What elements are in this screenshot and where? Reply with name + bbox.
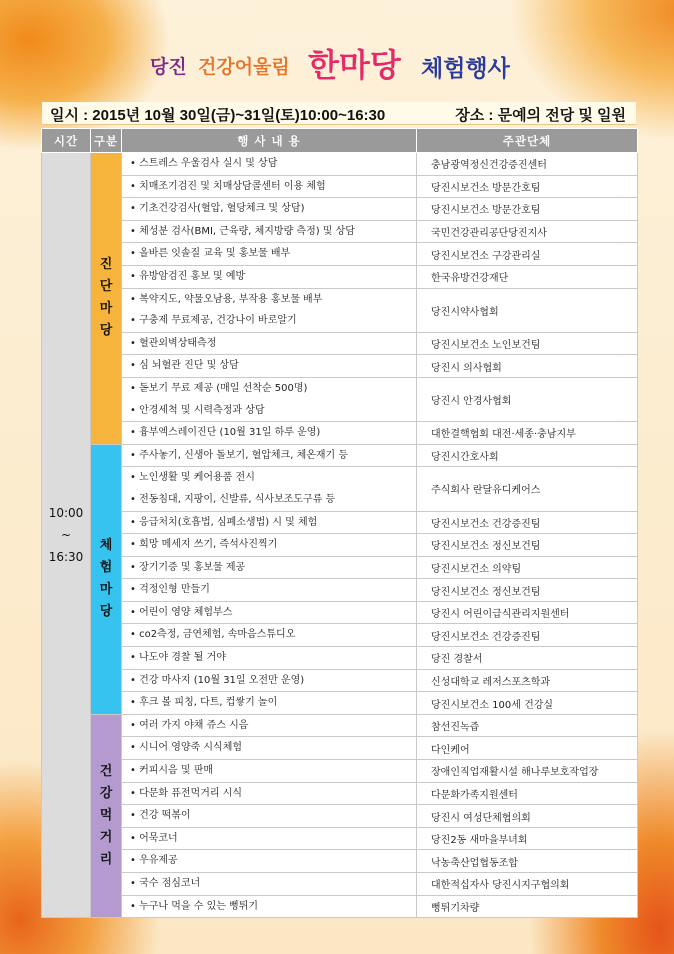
event-item: • 흉부엑스레이진단 (10월 31일 하루 운영)	[130, 422, 410, 444]
title-part-4: 체험행사	[421, 56, 510, 82]
table-row	[42, 737, 638, 760]
table-row	[42, 265, 638, 288]
event-cell	[122, 175, 417, 198]
organizer-cell: 당진시 의사협회	[417, 355, 638, 378]
event-cell	[122, 760, 417, 783]
organizer-cell: 당진시 여성단체협의회	[417, 805, 638, 828]
title-part-3: 한마당	[308, 46, 401, 84]
event-item: • 체성분 검사(BMI, 근육량, 체지방량 측정) 및 상담	[130, 221, 410, 243]
event-item: • 커피시음 및 판매	[130, 760, 410, 782]
event-cell	[122, 805, 417, 828]
event-info-bar	[42, 102, 636, 125]
organizer-cell: 당진시보건소 구강관리실	[417, 243, 638, 266]
event-item: • 복약지도, 약물오남용, 부작용 홍보물 배부	[130, 289, 410, 311]
event-item: • 노인생활 및 케어용품 전시	[130, 467, 410, 489]
category-cell	[91, 153, 122, 445]
table-row	[42, 511, 638, 534]
event-item: • 심 뇌혈관 진단 및 상담	[130, 355, 410, 377]
table-row	[42, 579, 638, 602]
organizer-cell: 국민건강관리공단당진지사	[417, 220, 638, 243]
category-cell	[91, 714, 122, 917]
event-cell	[122, 647, 417, 670]
organizer-cell: 당진시보건소 노인보건팀	[417, 332, 638, 355]
event-cell	[122, 624, 417, 647]
event-item: • 우유제공	[130, 850, 410, 872]
organizer-cell: 한국유방건강재단	[417, 265, 638, 288]
table-row	[42, 332, 638, 355]
poster-title	[0, 40, 674, 90]
event-cell	[122, 220, 417, 243]
event-item: • 기초건강검사(혈압, 혈당체크 및 상담)	[130, 198, 410, 220]
event-cell	[122, 782, 417, 805]
event-item: • 시니어 영양죽 시식체험	[130, 737, 410, 759]
table-row	[42, 692, 638, 715]
organizer-cell: 뻥튀기차량	[417, 895, 638, 918]
table-row	[42, 669, 638, 692]
event-cell	[122, 601, 417, 624]
organizer-cell: 당진시보건소 정신보건팀	[417, 579, 638, 602]
category-char: 강	[99, 786, 113, 802]
organizer-cell: 당진시보건소 정신보건팀	[417, 534, 638, 557]
organizer-cell: 주식회사 란달유디케어스	[417, 467, 638, 511]
event-item: • 치매조기검진 및 치매상담콜센터 이용 체험	[130, 176, 410, 198]
organizer-cell: 장애인직업재활시설 해나루보호작업장	[417, 760, 638, 783]
category-char: 당	[99, 604, 113, 620]
table-row	[42, 624, 638, 647]
event-venue: 장소 : 문예의 전당 및 일원	[455, 107, 626, 124]
event-cell	[122, 579, 417, 602]
table-row	[42, 556, 638, 579]
event-item: • 어린이 영양 체험부스	[130, 602, 410, 624]
organizer-cell: 충남광역정신건강증진센터	[417, 153, 638, 176]
event-item: • 구충제 무료제공, 건강나이 바로알기	[130, 310, 410, 332]
schedule-table	[41, 128, 638, 918]
event-item: • 돋보기 무료 제공 (매일 선착순 500명)	[130, 378, 410, 400]
organizer-cell: 당진시 어린이급식관리지원센터	[417, 601, 638, 624]
table-row	[42, 827, 638, 850]
event-item: • co2측정, 금연체험, 속마음스튜디오	[130, 624, 410, 646]
category-char: 마	[99, 301, 113, 317]
table-row	[42, 198, 638, 221]
organizer-cell: 당진2동 새마을부녀회	[417, 827, 638, 850]
event-item: • 어묵코너	[130, 828, 410, 850]
category-char: 진	[99, 257, 113, 273]
event-cell	[122, 534, 417, 557]
organizer-cell: 낙농축산업협동조합	[417, 850, 638, 873]
column-header-category: 구분	[91, 129, 122, 153]
table-row	[42, 467, 638, 511]
event-item: • 안경세척 및 시력측정과 상담	[130, 400, 410, 422]
event-cell	[122, 669, 417, 692]
time-tilde: ~	[60, 528, 72, 543]
event-item: • 여러 가지 야채 쥬스 시음	[130, 715, 410, 737]
category-char: 단	[99, 279, 113, 295]
event-cell	[122, 827, 417, 850]
event-item: • 희망 메세지 쓰기, 즉석사진찍기	[130, 534, 410, 556]
column-header-events: 행 사 내 용	[122, 129, 417, 153]
event-item: • 걱정인형 만들기	[130, 579, 410, 601]
column-header-organizer: 주관단체	[417, 129, 638, 153]
title-part-2: 건강어울림	[198, 56, 290, 78]
event-item: • 후크 볼 피칭, 다트, 컵쌓기 놀이	[130, 692, 410, 714]
table-row	[42, 153, 638, 176]
event-cell	[122, 153, 417, 176]
organizer-cell: 당진시보건소 방문간호팀	[417, 198, 638, 221]
table-row	[42, 288, 638, 332]
time-start: 10:00	[48, 506, 84, 521]
table-row	[42, 220, 638, 243]
category-char: 험	[99, 560, 113, 576]
event-item: • 스트레스 우울검사 실시 및 상담	[130, 153, 410, 175]
table-row	[42, 601, 638, 624]
table-row	[42, 714, 638, 737]
event-cell	[122, 243, 417, 266]
category-char: 리	[99, 852, 113, 868]
event-item: • 장기기증 및 홍보물 제공	[130, 557, 410, 579]
table-row	[42, 647, 638, 670]
table-row	[42, 422, 638, 445]
event-cell	[122, 355, 417, 378]
event-item: • 혈관외벽상태측정	[130, 333, 410, 355]
time-end: 16:30	[48, 550, 84, 565]
organizer-cell: 당진시보건소 의약팀	[417, 556, 638, 579]
table-row	[42, 355, 638, 378]
category-char: 건	[99, 764, 113, 780]
event-item: • 누구나 먹을 수 있는 뻥튀기	[130, 896, 410, 918]
event-cell	[122, 422, 417, 445]
event-item: • 건강 마사지 (10월 31일 오전만 운영)	[130, 670, 410, 692]
column-header-time: 시간	[42, 129, 91, 153]
event-cell	[122, 198, 417, 221]
event-item: • 나도야 경찰 될 거야	[130, 647, 410, 669]
table-row	[42, 805, 638, 828]
organizer-cell: 다인케어	[417, 737, 638, 760]
table-row	[42, 782, 638, 805]
category-char: 먹	[99, 808, 113, 824]
table-row	[42, 850, 638, 873]
event-item: • 응급처치(호흡법, 심폐소생법) 시 및 체험	[130, 512, 410, 534]
event-cell	[122, 850, 417, 873]
title-part-1: 당진	[150, 56, 187, 78]
schedule-body	[42, 153, 638, 918]
event-cell	[122, 692, 417, 715]
event-cell	[122, 511, 417, 534]
category-char: 당	[99, 323, 113, 339]
organizer-cell: 참선진녹즙	[417, 714, 638, 737]
organizer-cell: 신성대학교 레저스포츠학과	[417, 669, 638, 692]
table-row	[42, 760, 638, 783]
event-cell	[122, 377, 417, 421]
category-char: 마	[99, 582, 113, 598]
table-row	[42, 377, 638, 421]
time-cell	[42, 153, 91, 918]
organizer-cell: 당진시보건소 건강증진팀	[417, 624, 638, 647]
event-cell	[122, 444, 417, 467]
event-cell	[122, 467, 417, 511]
table-row	[42, 243, 638, 266]
category-char: 거	[99, 830, 113, 846]
table-header-row	[42, 129, 638, 153]
table-row	[42, 444, 638, 467]
organizer-cell: 당진시보건소 100세 건강실	[417, 692, 638, 715]
organizer-cell: 대한적십자사 당진시지구협의회	[417, 873, 638, 896]
event-item: • 올바른 잇솔질 교육 및 홍보물 배부	[130, 243, 410, 265]
table-row	[42, 895, 638, 918]
event-item: • 주사놓기, 신생아 돌보기, 혈압체크, 체온재기 등	[130, 445, 410, 467]
organizer-cell: 다문화가족지원센터	[417, 782, 638, 805]
event-cell	[122, 332, 417, 355]
organizer-cell: 대한결핵협회 대전·세종·충남지부	[417, 422, 638, 445]
event-item: • 유방암검진 홍보 및 예방	[130, 266, 410, 288]
event-item: • 다문화 퓨전먹거리 시식	[130, 783, 410, 805]
organizer-cell: 당진시 안경사협회	[417, 377, 638, 421]
event-date: 일시 : 2015년 10월 30일(금)~31일(토)10:00~16:30	[50, 107, 386, 124]
event-cell	[122, 737, 417, 760]
organizer-cell: 당진시간호사회	[417, 444, 638, 467]
event-item: • 전동침대, 지팡이, 신발류, 식사보조도구류 등	[130, 489, 410, 511]
event-cell	[122, 873, 417, 896]
organizer-cell: 당진시보건소 방문간호팀	[417, 175, 638, 198]
event-item: • 건강 떡볶이	[130, 805, 410, 827]
event-cell	[122, 895, 417, 918]
table-row	[42, 175, 638, 198]
event-cell	[122, 714, 417, 737]
organizer-cell: 당진 경찰서	[417, 647, 638, 670]
table-row	[42, 534, 638, 557]
event-cell	[122, 288, 417, 332]
event-cell	[122, 556, 417, 579]
organizer-cell: 당진시보건소 건강증진팀	[417, 511, 638, 534]
table-row	[42, 873, 638, 896]
category-cell	[91, 444, 122, 714]
organizer-cell: 당진시약사협회	[417, 288, 638, 332]
event-cell	[122, 265, 417, 288]
event-item: • 국수 점심코너	[130, 873, 410, 895]
category-char: 체	[99, 538, 113, 554]
